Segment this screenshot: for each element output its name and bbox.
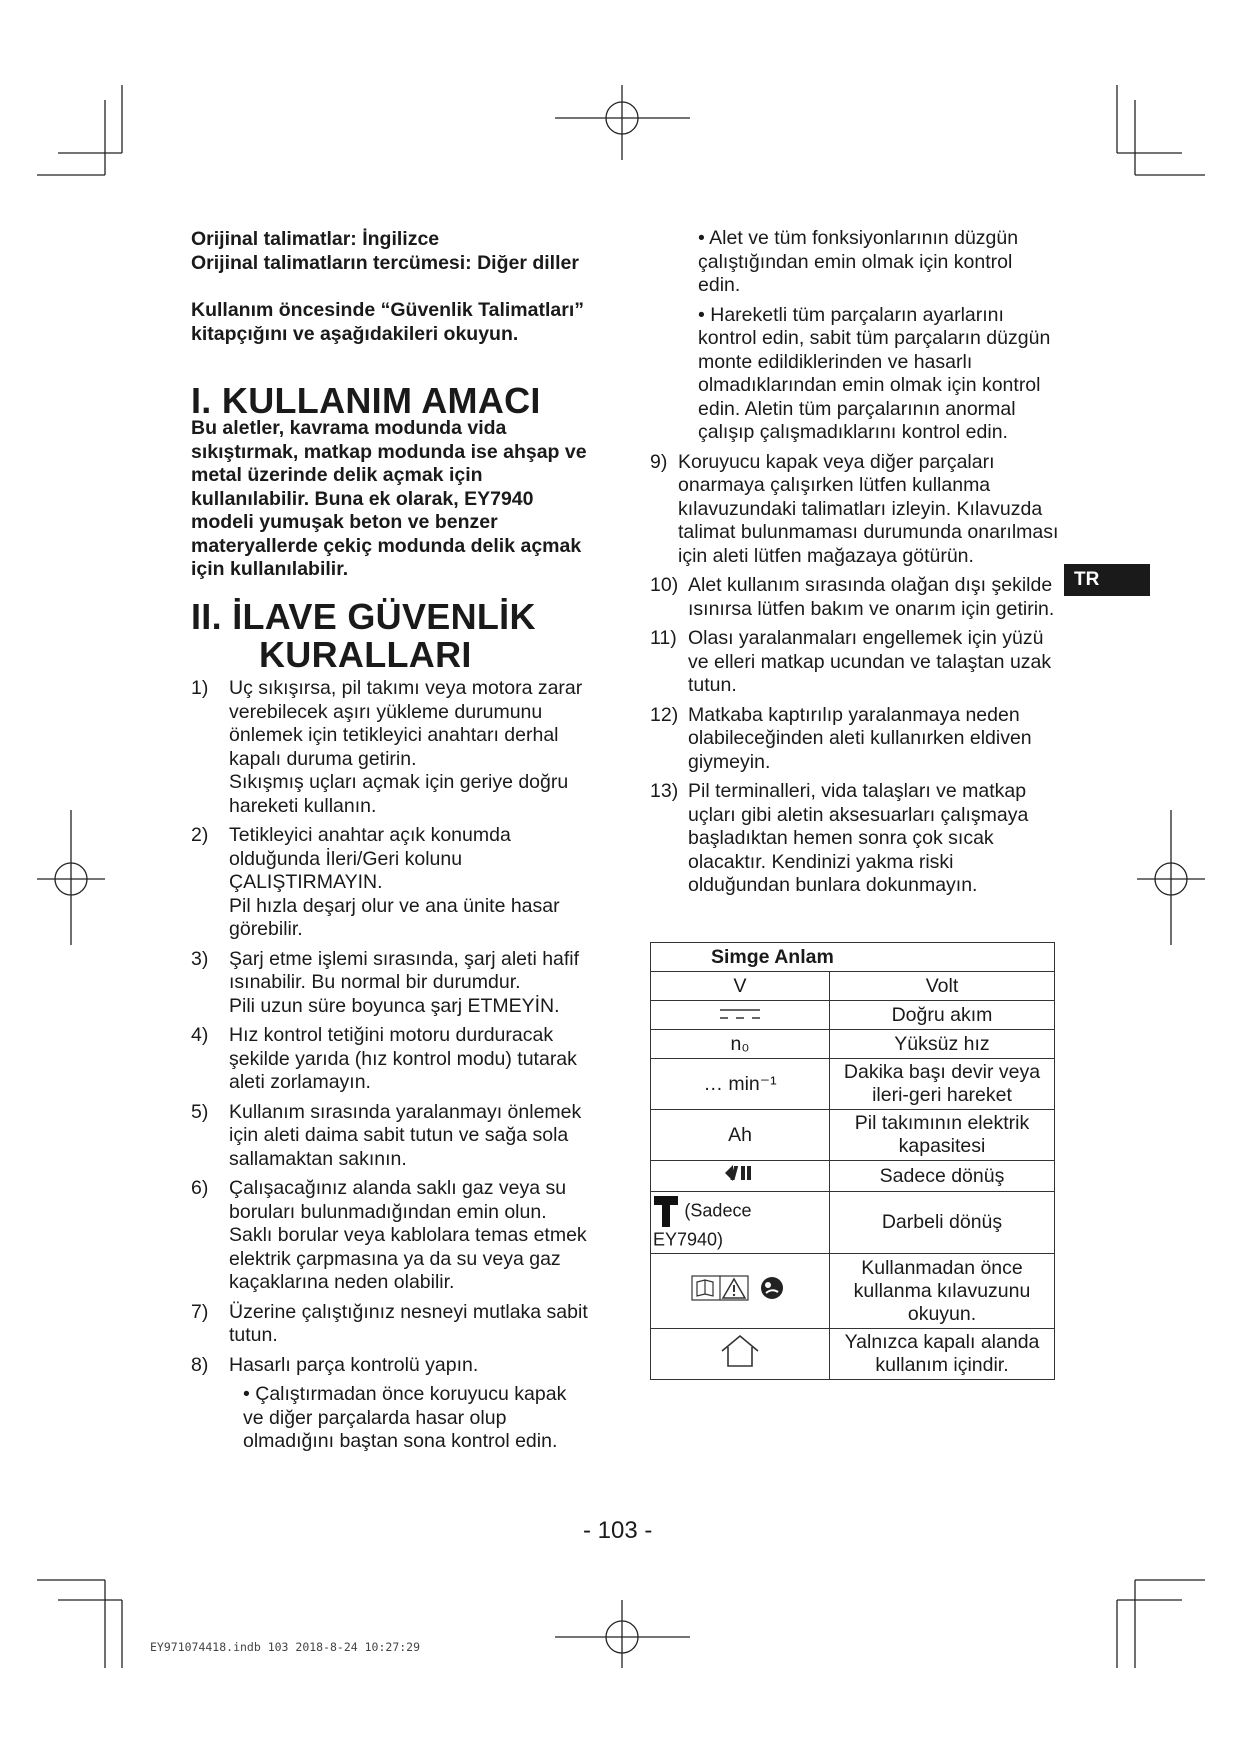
- indoor-use-house-icon: [720, 1334, 760, 1368]
- symbol-cell: [651, 1192, 830, 1254]
- rule-number: 1): [191, 677, 209, 699]
- hammer-note: (Sadece EY7940): [653, 1200, 752, 1250]
- rule-text: Üzerine çalıştığınız nesneyi mutlaka sabit tutun.: [229, 1300, 588, 1346]
- rule-text: Kullanım sırasında yaralanmayı önlemek için aleti daima sabit tutun ve sağa sola sallamaktan sakının.: [229, 1100, 582, 1170]
- rule-number: 12): [650, 703, 679, 726]
- rule-number: 4): [191, 1024, 209, 1046]
- rule-item-7: [191, 1301, 591, 1348]
- meaning-cell: Dakika başı devir veya ileri-geri hareket: [830, 1059, 1055, 1110]
- rule-number: 2): [191, 824, 209, 846]
- rule-extra: Pil hızla deşarj olur ve ana ünite hasar görebilir.: [229, 894, 560, 940]
- meaning-cell: Kullanmadan önce kullanma kılavuzunu okuyun.: [830, 1254, 1055, 1329]
- print-slug: EY971074418.indb 103 2018-8-24 10:27:29: [150, 1640, 421, 1654]
- rule-number: 10): [650, 574, 679, 596]
- meaning-cell: Doğru akım: [830, 1001, 1055, 1030]
- table-header: Simge Anlam: [651, 943, 1055, 972]
- header-read-notice-1: Kullanım öncesinde “Güvenlik Talimatları”: [191, 299, 584, 321]
- symbol-table: [650, 942, 1055, 1380]
- rule-text: Hız kontrol tetiğini motoru durduracak şekilde yarıda (hız kontrol modu) tutarak aleti zorlamayın.: [229, 1024, 577, 1093]
- bullet-item-1: • Çalıştırmadan önce koruyucu kapak ve diğer parçalarda hasar olup olmadığını baştan sona kontrol edin.: [243, 1383, 567, 1452]
- section-2-title-line2: KURALLARI: [259, 634, 472, 675]
- rule-number: 3): [191, 947, 209, 970]
- hammer-icon: [653, 1194, 679, 1228]
- section-1-title: I. KULLANIM AMACI: [191, 380, 541, 421]
- table-row: [651, 1254, 1055, 1329]
- rule-item-13: [650, 780, 1060, 898]
- table-row: [651, 1001, 1055, 1030]
- table-row: [651, 1192, 1055, 1254]
- symbol-cell: … min⁻¹: [651, 1059, 830, 1110]
- rule-item-12: [650, 704, 1060, 775]
- rule-text: Olası yaralanmaları engellemek için yüzü ve elleri matkap ucundan ve talaştan uzak tutun.: [688, 627, 1052, 696]
- meaning-cell: Pil takımının elektrik kapasitesi: [830, 1110, 1055, 1161]
- rule-item-4: [191, 1024, 591, 1095]
- symbol-cell: [651, 1161, 830, 1192]
- rule-number: 6): [191, 1177, 209, 1199]
- rule-text: Çalışacağınız alanda saklı gaz veya su boruları bulunmadığından emin olun. Saklı borular veya kablolara temas etmek elektrik çarpmasına ya da su veya gaz kaçaklarına neden olabilir.: [229, 1177, 587, 1293]
- rule-item-2: [191, 824, 591, 942]
- rule-item-5: [191, 1101, 591, 1172]
- rule-item-10: [650, 574, 1060, 621]
- rotation-only-icon: [723, 1163, 757, 1183]
- table-row: [651, 1161, 1055, 1192]
- right-column: [650, 227, 1060, 904]
- rule-text: Hasarlı parça kontrolü yapın.: [229, 1353, 479, 1376]
- header-translation: Orijinal talimatların tercümesi: Diğer diller: [191, 252, 579, 274]
- rule-item-1: [191, 677, 591, 818]
- page-number: - 103 -: [583, 1517, 653, 1544]
- meaning-cell: Sadece dönüş: [830, 1161, 1055, 1192]
- rule-item-11: [650, 627, 1060, 698]
- section-1-text: Bu aletler, kavrama modunda vida sıkıştırmak, matkap modunda ise ahşap ve metal üzerinde delik açmak için kullanılabilir. Buna ek olarak, EY7940 modeli yumuşak beton ve benzer materyallerde çekiç modunda delik açmak için kullanılabilir.: [191, 417, 587, 580]
- rule-text: Koruyucu kapak veya diğer parçaları onarmaya çalışırken lütfen kullanma kılavuzundaki talimatları izleyin. Kılavuzda talimat bulunmaması durumunda onarılması için aleti lütfen mağazaya götürün.: [678, 450, 1059, 567]
- header-original-instructions: Orijinal talimatlar: İngilizce: [191, 228, 440, 250]
- symbol-cell: [651, 1001, 830, 1030]
- language-tab: TR: [1064, 564, 1150, 596]
- rule-text: Alet kullanım sırasında olağan dışı şekilde ısınırsa lütfen bakım ve onarım için getirin.: [688, 574, 1055, 620]
- meaning-cell: Darbeli dönüş: [830, 1192, 1055, 1254]
- bullet-item-2: • Alet ve tüm fonksiyonlarının düzgün çalıştığından emin olmak için kontrol edin.: [698, 227, 1019, 296]
- symbol-cell: n₀: [651, 1030, 830, 1059]
- section-2-title-line1: II. İLAVE GÜVENLİK: [191, 596, 536, 637]
- rule-item-3: [191, 948, 591, 1019]
- symbol-cell: [651, 1329, 830, 1380]
- rule-text: Matkaba kaptırılıp yaralanmaya neden olabileceğinden aleti kullanırken eldiven giymeyin.: [688, 703, 1032, 773]
- table-row: [651, 1110, 1055, 1161]
- meaning-cell: Volt: [830, 972, 1055, 1001]
- rule-text: Uç sıkışırsa, pil takımı veya motora zarar verebilecek aşırı yükleme durumunu önlemek için tetikleyici anahtarı derhal kapalı duruma getirin.: [229, 677, 583, 770]
- rule-extra: Pili uzun süre boyunca şarj ETMEYİN.: [229, 994, 560, 1017]
- rule-number: 11): [650, 627, 677, 649]
- header-block: [191, 227, 611, 346]
- rule-number: 8): [191, 1353, 209, 1376]
- read-manual-warning-icon: [690, 1273, 790, 1303]
- rule-item-8: [191, 1354, 591, 1378]
- rule-number: 13): [650, 780, 679, 802]
- meaning-cell: Yüksüz hız: [830, 1030, 1055, 1059]
- table-header-row: [651, 943, 1055, 972]
- symbol-cell: [651, 1254, 830, 1329]
- symbol-cell: V: [651, 972, 830, 1001]
- header-read-notice-2: kitapçığını ve aşağıdakileri okuyun.: [191, 323, 519, 345]
- rule-text: Şarj etme işlemi sırasında, şarj aleti hafif ısınabilir. Bu normal bir durumdur.: [229, 947, 580, 993]
- table-row: [651, 1059, 1055, 1110]
- bullet-item-3: • Hareketli tüm parçaların ayarlarını kontrol edin, sabit tüm parçaların düzgün monte edildiklerinden ve hasarlı olmadıklarından emin olmak için kontrol edin. Aletin tüm parçalarının anormal çalışıp çalışmadıklarını kontrol edin.: [698, 303, 1051, 443]
- rule-extra: Sıkışmış uçları açmak için geriye doğru hareketi kullanın.: [229, 771, 569, 817]
- rule-number: 5): [191, 1100, 209, 1123]
- table-row: [651, 1030, 1055, 1059]
- meaning-cell: Yalnızca kapalı alanda kullanım içindir.: [830, 1329, 1055, 1380]
- table-row: [651, 1329, 1055, 1380]
- direct-current-icon: [718, 1007, 762, 1021]
- rule-item-6: [191, 1177, 591, 1295]
- rule-text: Pil terminalleri, vida talaşları ve matkap uçları gibi aletin aksesuarları çalışmaya başladıktan hemen sonra çok sıcak olacaktır. Kendinizi yakma riski olduğundan bunlara dokunmayın.: [688, 780, 1029, 896]
- rule-number: 7): [191, 1300, 209, 1323]
- rule-item-9: [650, 451, 1060, 569]
- rule-text: Tetikleyici anahtar açık konumda olduğunda İleri/Geri kolunu ÇALIŞTIRMAYIN.: [229, 824, 511, 893]
- table-row: [651, 972, 1055, 1001]
- symbol-cell: Ah: [651, 1110, 830, 1161]
- rule-number: 9): [650, 450, 668, 473]
- left-rules-list: [191, 677, 591, 1454]
